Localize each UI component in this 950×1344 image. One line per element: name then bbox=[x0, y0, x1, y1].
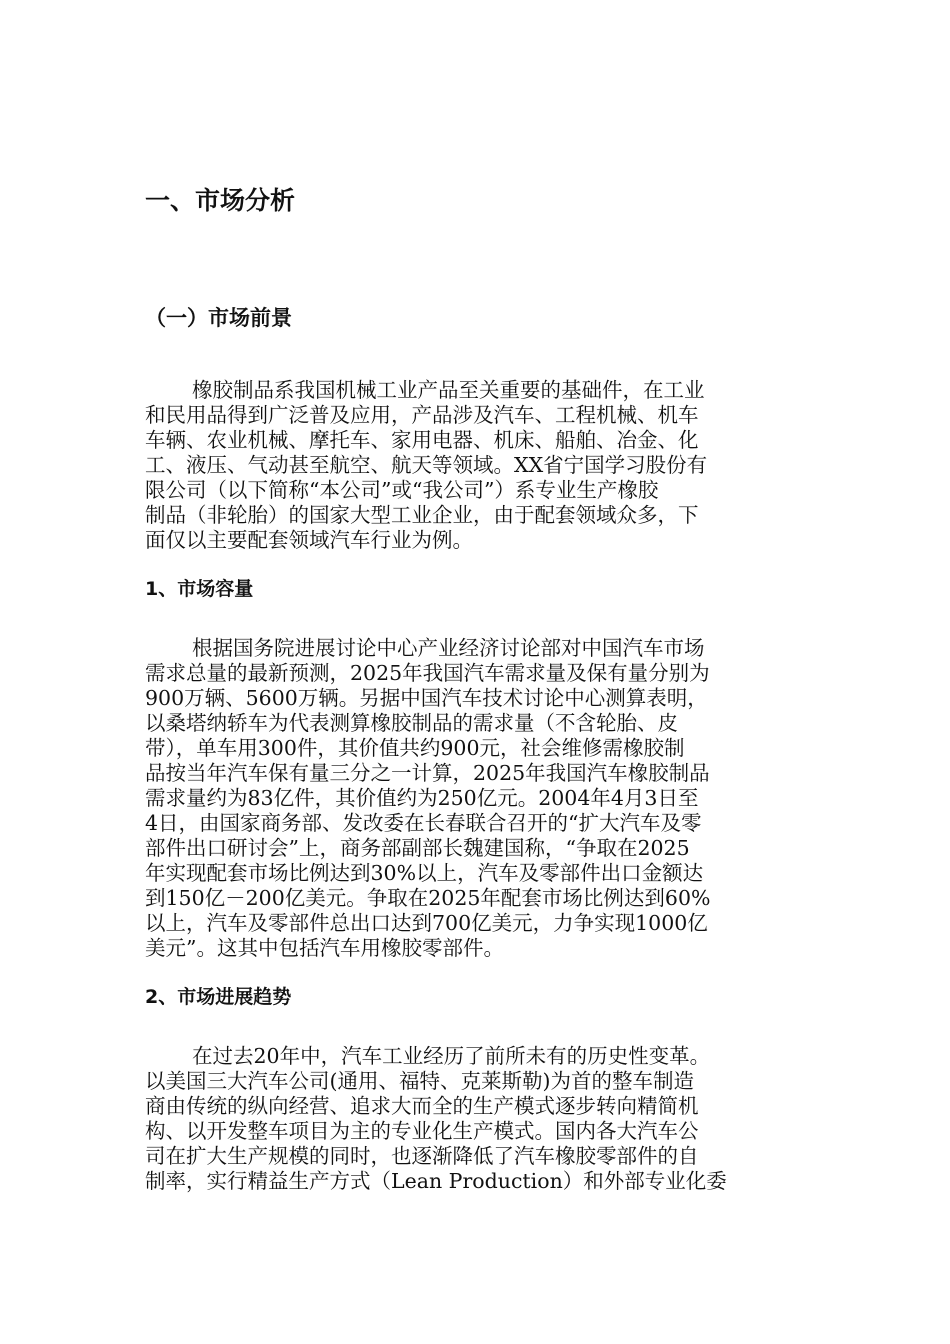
paragraph-line: 橡胶制品系我国机械工业产品至关重要的基础件，在工业 bbox=[192, 378, 705, 402]
paragraph-line: 以桑塔纳轿车为代表测算橡胶制品的需求量（不含轮胎、皮 bbox=[145, 711, 678, 735]
section-1-heading: 1、市场容量 bbox=[145, 578, 254, 600]
paragraph-line: 900万辆、5600万辆。另据中国汽车技术讨论中心测算表明， bbox=[145, 686, 708, 710]
paragraph-line: 制率，实行精益生产方式（Lean Production）和外部专业化委 bbox=[145, 1169, 727, 1193]
section-2-paragraph bbox=[145, 1044, 810, 1194]
section-1-paragraph bbox=[145, 636, 810, 961]
paragraph-line: 美元”。这其中包括汽车用橡胶零部件。 bbox=[145, 936, 504, 960]
paragraph-line: 车辆、农业机械、摩托车、家用电器、机床、船舶、冶金、化 bbox=[145, 428, 699, 452]
paragraph-line: 部件出口研讨会”上，商务部副部长魏建国称，“争取在2025 bbox=[145, 836, 690, 860]
paragraph-line: 需求总量的最新预测，2025年我国汽车需求量及保有量分别为 bbox=[145, 661, 710, 685]
paragraph-line: 根据国务院进展讨论中心产业经济讨论部对中国汽车市场 bbox=[192, 636, 705, 660]
paragraph-line: 工、液压、气动甚至航空、航天等领域。XX省宁国学习股份有 bbox=[145, 453, 708, 477]
paragraph-line: 限公司（以下简称“本公司”或“我公司”）系专业生产橡胶 bbox=[145, 478, 659, 502]
paragraph-line: 构、以开发整车项目为主的专业化生产模式。国内各大汽车公 bbox=[145, 1119, 699, 1143]
paragraph-line: 和民用品得到广泛普及应用，产品涉及汽车、工程机械、机车 bbox=[145, 403, 699, 427]
paragraph-line: 以美国三大汽车公司(通用、福特、克莱斯勒)为首的整车制造 bbox=[145, 1069, 694, 1093]
paragraph-line: 司在扩大生产规模的同时，也逐渐降低了汽车橡胶零部件的自 bbox=[145, 1144, 699, 1168]
paragraph-line: 需求量约为83亿件，其价值约为250亿元。2004年4月3日至 bbox=[145, 786, 699, 810]
paragraph-line: 到150亿－200亿美元。争取在2025年配套市场比例达到60% bbox=[145, 886, 711, 910]
sub-heading: （一）市场前景 bbox=[145, 306, 292, 330]
paragraph-line: 商由传统的纵向经营、追求大而全的生产模式逐步转向精简机 bbox=[145, 1094, 699, 1118]
paragraph-line: 品按当年汽车保有量三分之一计算，2025年我国汽车橡胶制品 bbox=[145, 761, 710, 785]
main-heading: 一、市场分析 bbox=[145, 186, 296, 215]
paragraph-line: 年实现配套市场比例达到30%以上，汽车及零部件出口金额达 bbox=[145, 861, 704, 885]
intro-paragraph bbox=[145, 378, 810, 553]
paragraph-line: 面仅以主要配套领域汽车行业为例。 bbox=[145, 528, 473, 552]
paragraph-line: 带），单车用300件，其价值共约900元，社会维修需橡胶制 bbox=[145, 736, 685, 760]
paragraph-line: 制品（非轮胎）的国家大型工业企业，由于配套领域众多，下 bbox=[145, 503, 699, 527]
paragraph-line: 以上，汽车及零部件总出口达到700亿美元，力争实现1000亿 bbox=[145, 911, 708, 935]
paragraph-line: 在过去20年中，汽车工业经历了前所未有的历史性变革。 bbox=[192, 1044, 711, 1068]
paragraph-line: 4日，由国家商务部、发改委在长春联合召开的“扩大汽车及零 bbox=[145, 811, 702, 835]
section-2-heading: 2、市场进展趋势 bbox=[145, 986, 292, 1008]
